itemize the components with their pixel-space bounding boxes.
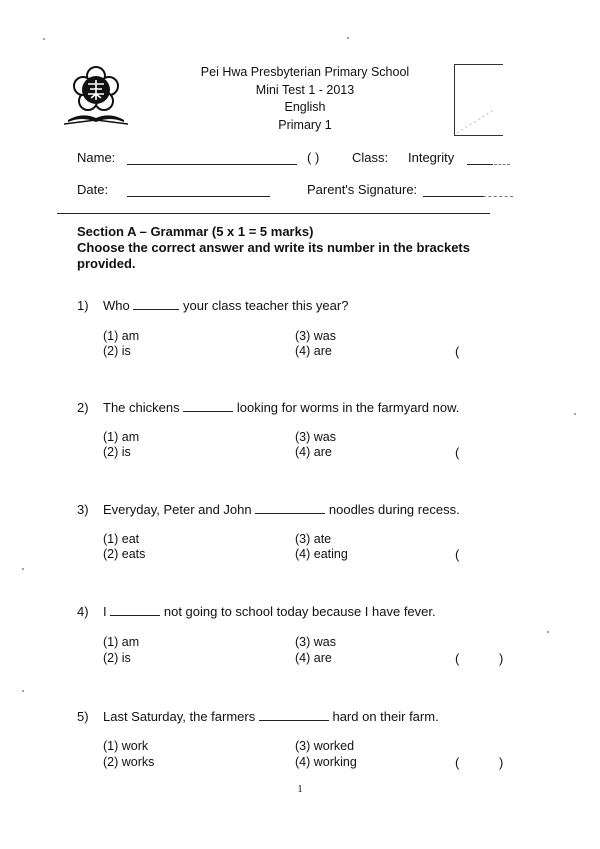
option: (1) am [103, 430, 140, 444]
option: (4) eating [295, 547, 348, 561]
class-label: Class: [352, 150, 389, 165]
option: (3) worked [295, 739, 355, 753]
section-title: Section A – Grammar (5 x 1 = 5 marks) [77, 224, 314, 239]
answer-bracket-open[interactable]: ( [455, 651, 460, 666]
question-text-before: I [103, 604, 107, 619]
option: (2) is [103, 651, 131, 665]
question-number: 5) [77, 709, 89, 724]
level: Primary 1 [278, 117, 332, 132]
question-text-after: hard on their farm. [332, 709, 439, 724]
question-text [103, 604, 436, 619]
question-text [103, 298, 348, 313]
question-text-before: The chickens [103, 400, 180, 415]
question-number: 1) [77, 298, 89, 313]
question-number: 2) [77, 400, 89, 415]
answer-bracket-open[interactable]: ( [455, 755, 460, 770]
school-header [150, 64, 460, 134]
section-instructions: Choose the correct answer and write its number in the brackets provided. [77, 240, 470, 271]
option: (3) was [295, 430, 336, 444]
question-text [103, 400, 459, 415]
answer-blank [110, 604, 160, 616]
option: (2) is [103, 445, 131, 459]
signature-field[interactable] [423, 195, 483, 197]
question-number: 3) [77, 502, 89, 517]
question-text-after: not going to school today because I have fever. [163, 604, 436, 619]
answer-blank [133, 298, 179, 310]
option: (2) works [103, 755, 155, 769]
class-value: Integrity [408, 150, 455, 165]
option: (2) is [103, 344, 131, 358]
header-divider [57, 213, 490, 214]
scan-speck [547, 631, 549, 633]
name-label: Name: [77, 150, 116, 165]
answer-bracket-open[interactable]: ( [455, 445, 460, 460]
answer-bracket-close: ) [499, 755, 504, 770]
scan-speck [347, 37, 349, 39]
date-label: Date: [77, 182, 109, 197]
answer-bracket-open[interactable]: ( [455, 547, 460, 562]
option: (3) ate [295, 532, 332, 546]
question-text-before: Last Saturday, the farmers [103, 709, 256, 724]
question-text-after: noodles during recess. [328, 502, 460, 517]
name-field[interactable] [127, 163, 297, 165]
question-text-after: looking for worms in the farmyard now. [236, 400, 460, 415]
score-box [454, 64, 503, 136]
question-text [103, 709, 439, 724]
question-text-before: Who [103, 298, 130, 313]
answer-bracket-close: ) [499, 651, 504, 666]
date-field[interactable] [127, 195, 270, 197]
test-title: Mini Test 1 - 2013 [255, 82, 355, 97]
option: (4) are [295, 651, 332, 665]
option: (4) are [295, 445, 332, 459]
option: (1) am [103, 329, 140, 343]
option: (1) eat [103, 532, 140, 546]
option: (1) work [103, 739, 149, 753]
page-number: 1 [297, 783, 303, 795]
option: (3) was [295, 635, 336, 649]
scan-speck [574, 413, 576, 415]
question-text-before: Everyday, Peter and John [103, 502, 252, 517]
option: (4) working [295, 755, 357, 769]
question-text [103, 502, 460, 517]
answer-blank [183, 400, 233, 412]
scan-speck [43, 38, 45, 40]
class-field[interactable] [467, 163, 493, 165]
signature-label: Parent's Signature: [307, 182, 418, 197]
option: (3) was [295, 329, 336, 343]
answer-bracket-open[interactable]: ( [455, 344, 460, 359]
question-text-after: your class teacher this year? [182, 298, 349, 313]
register-number-bracket: ( ) [307, 150, 320, 165]
option: (1) am [103, 635, 140, 649]
scan-speck [22, 690, 24, 692]
section-header [77, 224, 507, 272]
option: (4) are [295, 344, 332, 358]
answer-blank [255, 502, 325, 514]
school-crest-icon [60, 64, 132, 128]
answer-blank [259, 709, 329, 721]
signature-field-trail [483, 195, 513, 197]
class-field-trail [494, 163, 510, 165]
scan-speck [22, 568, 24, 570]
option: (2) eats [103, 547, 146, 561]
school-name: Pei Hwa Presbyterian Primary School [200, 65, 410, 79]
question-number: 4) [77, 604, 89, 619]
subject: English [284, 100, 326, 114]
